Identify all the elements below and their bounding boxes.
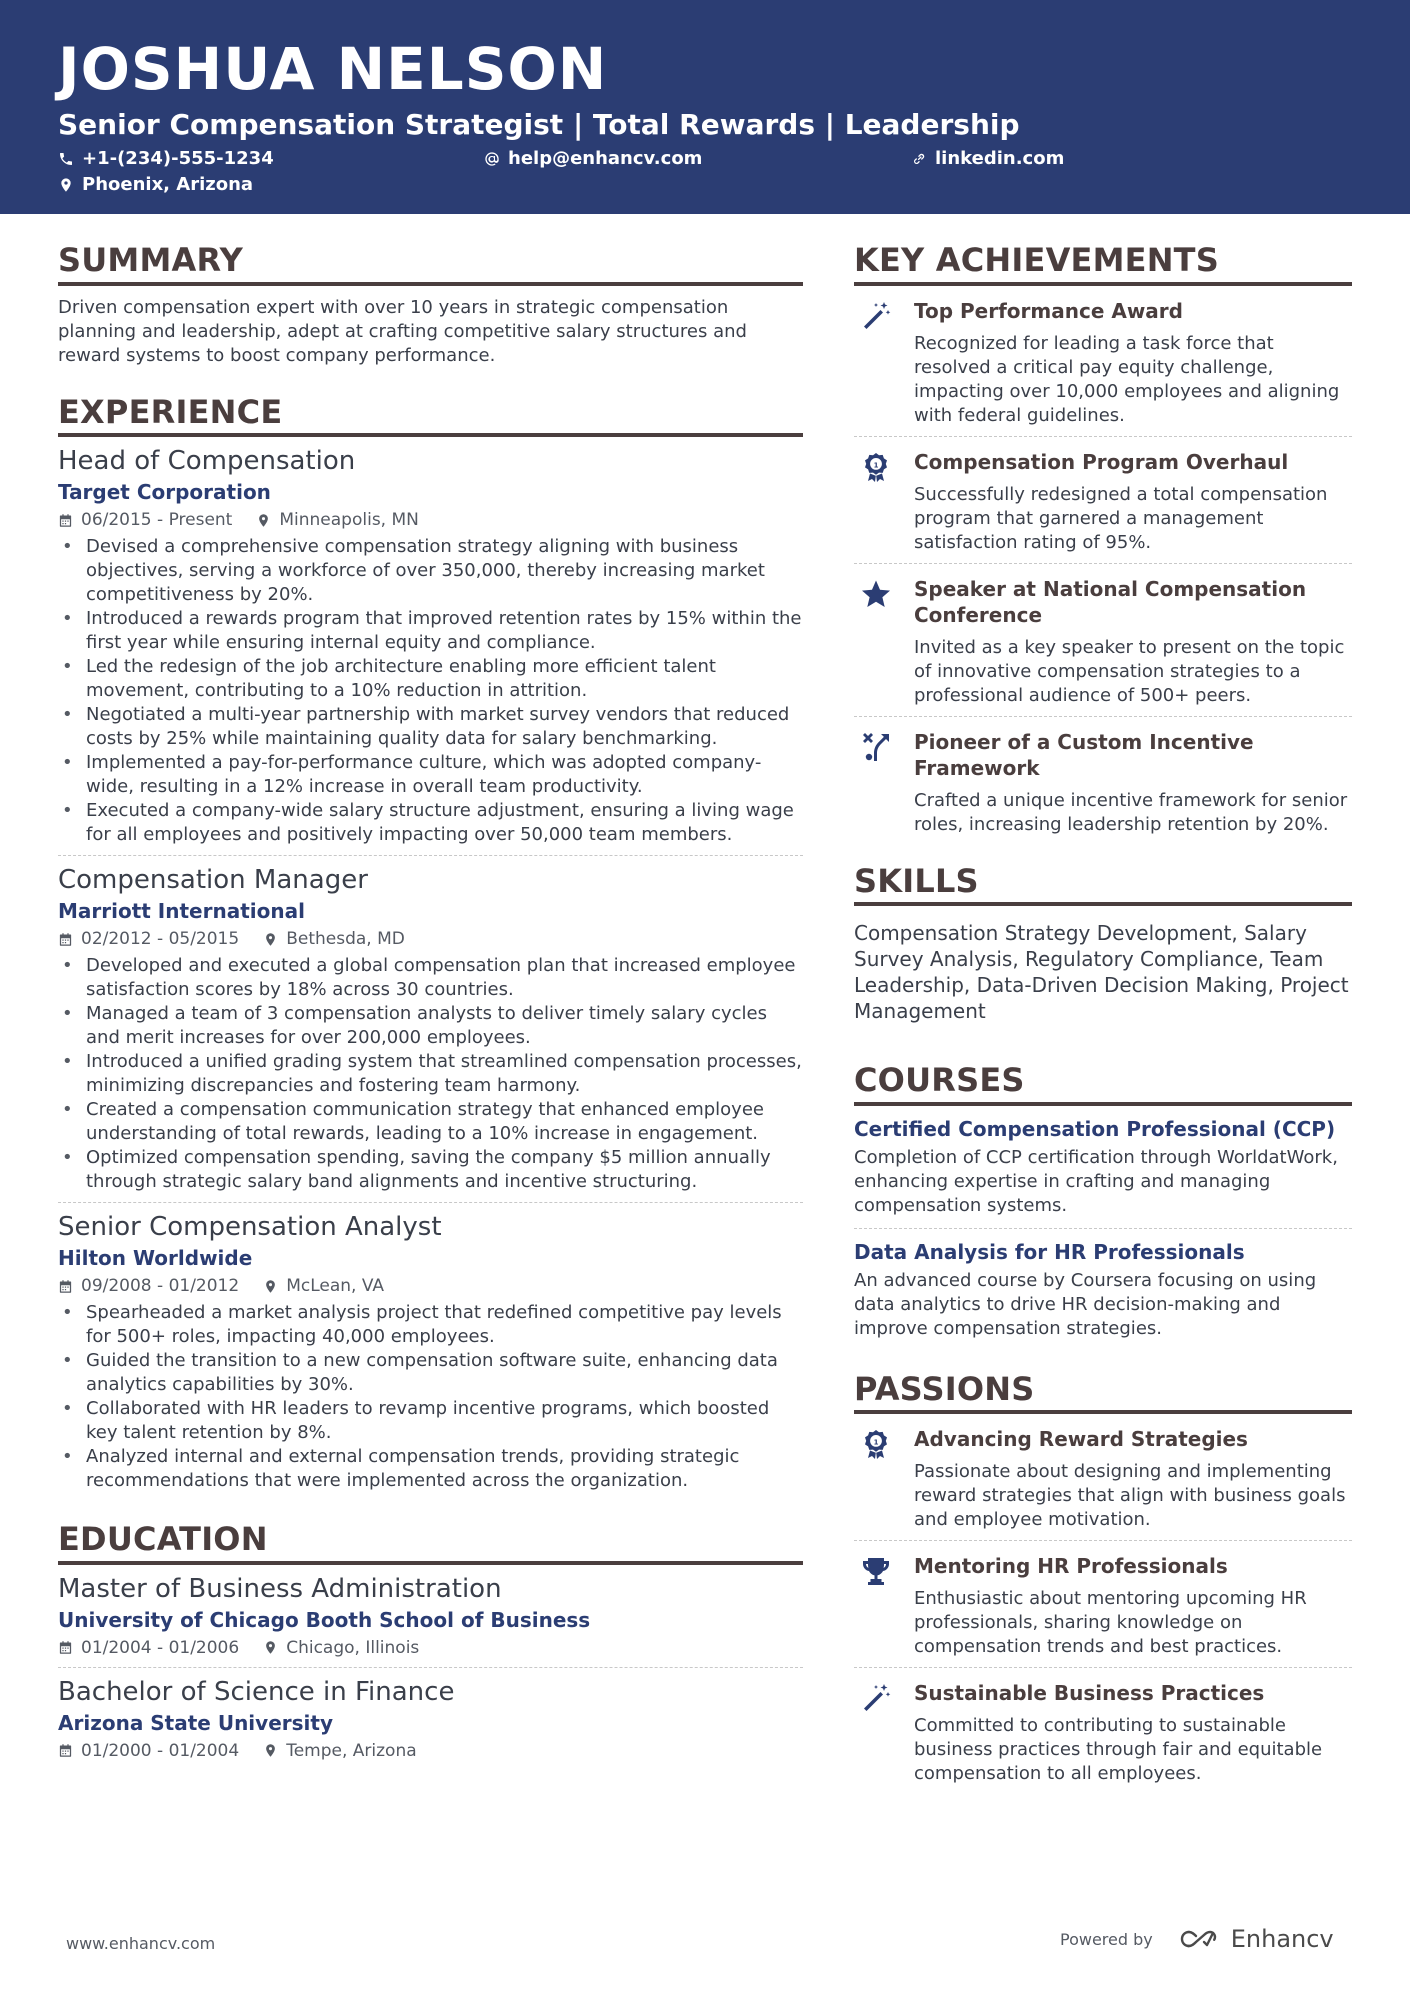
bullet-item: • Spearheaded a market analysis project that redefined competitive pay levels for 500+ roles, impacting 40,000 employees. (58, 1301, 803, 1349)
company-name: Hilton Worldwide (58, 1246, 253, 1271)
job-meta (58, 1275, 803, 1297)
school-name: Arizona State University (58, 1710, 333, 1735)
calendar-icon (58, 932, 73, 947)
school-name: University of Chicago Booth School of Business (58, 1607, 591, 1632)
bullet-item: • Analyzed internal and external compensation trends, providing strategic recommendations that were implemented across the organization. (58, 1445, 803, 1493)
award-badge-icon (860, 451, 892, 483)
email-text: help@enhancv.com (508, 148, 703, 169)
link-icon (911, 151, 927, 167)
passion-body (914, 1553, 1352, 1659)
location-pin-icon (263, 1279, 278, 1294)
bullet-item: • Developed and executed a global compensation plan that increased employee satisfaction scores by 18% across 30 countries. (58, 954, 803, 1002)
location-pin-icon (263, 1743, 278, 1758)
education-dates-text: 01/2004 - 01/2006 (81, 1637, 240, 1658)
candidate-headline: Senior Compensation Strategist | Total Rewards | Leadership (58, 108, 1020, 141)
infinity-logo-icon (1177, 1927, 1223, 1951)
phone-text: +1-(234)-555-1234 (82, 148, 274, 169)
achievement-desc: Crafted a unique incentive framework for senior roles, increasing leadership retention by 20%. (914, 789, 1348, 835)
location-pin-icon (58, 177, 74, 193)
education-location-text: Tempe, Arizona (286, 1740, 417, 1761)
job-location (256, 509, 419, 531)
brand-name: Enhancv (1230, 1925, 1334, 1953)
footer-website[interactable]: www.enhancv.com (66, 1934, 216, 1953)
job-dates (58, 928, 239, 950)
bullet-item: • Introduced a rewards program that improved retention rates by 15% within the first year while ensuring internal equity and compliance. (58, 607, 803, 655)
experience-entry (58, 437, 803, 856)
summary-text: Driven compensation expert with over 10 years in strategic compensation planning and leadership, adept at crafting competitive salary structures and reward systems to boost company performance. (58, 296, 747, 366)
degree-title: Bachelor of Science in Finance (58, 1676, 455, 1707)
course-item (854, 1106, 1352, 1229)
course-desc: An advanced course by Coursera focusing on using data analytics to drive HR decision-making and improve compensation strategies. (854, 1269, 1317, 1339)
achievement-body (914, 729, 1352, 837)
section-title-skills: SKILLS (854, 865, 1352, 907)
bullet-item: • Optimized compensation spending, saving the company $5 million annually through strategic salary band alignments and incentive structuring. (58, 1146, 803, 1194)
education-dates (58, 1740, 239, 1762)
calendar-icon (58, 1279, 73, 1294)
icon-wrap (854, 449, 898, 555)
achievement-title: Pioneer of a Custom Incentive Framework (914, 729, 1254, 780)
experience-entry (58, 1203, 803, 1501)
courses-section (854, 1061, 1352, 1351)
job-meta (58, 928, 803, 950)
contact-email[interactable] (484, 150, 702, 168)
passion-title: Sustainable Business Practices (914, 1681, 1265, 1706)
job-dates-text: 02/2012 - 05/2015 (81, 929, 240, 950)
job-title: Compensation Manager (58, 865, 368, 896)
resume-header (0, 0, 1410, 214)
experience-section (58, 392, 803, 1502)
education-meta (58, 1637, 803, 1659)
contact-linkedin[interactable] (911, 150, 1064, 168)
magic-wand-icon (860, 1682, 892, 1714)
job-location-text: McLean, VA (286, 1276, 385, 1297)
passion-title: Mentoring HR Professionals (914, 1554, 1228, 1579)
icon-wrap (854, 1680, 898, 1786)
skills-text: Compensation Strategy Development, Salary Survey Analysis, Regulatory Compliance, Team Leadership, Data-Driven Decision Making, Project Management (854, 921, 1349, 1024)
contact-location (58, 176, 253, 194)
brand-logo[interactable] (1177, 1925, 1334, 1953)
icon-wrap (854, 1426, 898, 1532)
achievement-title: Top Performance Award (914, 298, 1183, 323)
achievement-item (854, 564, 1352, 717)
section-title-courses: COURSES (854, 1064, 1352, 1106)
passion-item (854, 1668, 1352, 1794)
education-location (263, 1637, 419, 1659)
company-name: Target Corporation (58, 480, 271, 505)
passion-desc: Passionate about designing and implementing reward strategies that align with business goals and employee motivation. (914, 1461, 1346, 1531)
achievement-item (854, 286, 1352, 437)
company-name: Marriott International (58, 899, 305, 924)
job-location (263, 928, 405, 950)
section-title-summary: SUMMARY (58, 244, 803, 286)
icon-wrap (854, 298, 898, 428)
star-icon (860, 578, 892, 610)
passion-title: Advancing Reward Strategies (914, 1427, 1248, 1452)
bullet-item: • Introduced a unified grading system that streamlined compensation processes, minimizing discrepancies and fostering team harmony. (58, 1050, 803, 1098)
phone-icon (58, 151, 74, 167)
job-location (263, 1275, 384, 1297)
achievements-section (854, 241, 1352, 845)
bullet-item: • Guided the transition to a new compensation software suite, enhancing data analytics capabilities by 30%. (58, 1349, 803, 1397)
svg-text:1: 1 (873, 461, 879, 470)
right-column (854, 241, 1352, 1822)
job-title: Senior Compensation Analyst (58, 1212, 442, 1243)
passion-item (854, 1414, 1352, 1541)
svg-text:1: 1 (873, 1438, 879, 1447)
bullet-item: • Managed a team of 3 compensation analysts to deliver timely salary cycles and merit increases for over 200,000 employees. (58, 1002, 803, 1050)
course-item (854, 1229, 1352, 1351)
experience-entry (58, 856, 803, 1203)
passions-section (854, 1369, 1352, 1795)
achievement-item (854, 717, 1352, 845)
achievement-desc: Invited as a key speaker to present on the topic of innovative compensation strategies to a professional audience of 500+ peers. (914, 636, 1345, 706)
passion-body (914, 1680, 1352, 1786)
candidate-name: JOSHUA NELSON (58, 35, 608, 103)
bullet-item: • Devised a comprehensive compensation strategy aligning with business objectives, serving a workforce of over 350,000, thereby increasing market competitiveness by 20%. (58, 535, 803, 607)
education-location (263, 1740, 416, 1762)
achievement-body (914, 449, 1352, 555)
section-title-passions: PASSIONS (854, 1373, 1352, 1415)
achievement-body (914, 576, 1352, 708)
summary-section (58, 241, 803, 368)
achievement-title: Speaker at National Compensation Conference (914, 576, 1307, 627)
section-title-achievements: KEY ACHIEVEMENTS (854, 244, 1352, 286)
job-bullets (58, 954, 803, 1194)
job-dates-text: 06/2015 - Present (81, 510, 233, 531)
bullet-item: • Created a compensation communication strategy that enhanced employee understanding of total rewards, leading to a 10% increase in engagement. (58, 1098, 803, 1146)
education-meta (58, 1740, 803, 1762)
skills-section (854, 861, 1352, 1025)
footer-brand (1060, 1925, 1334, 1953)
left-column (58, 241, 803, 1798)
passion-desc: Enthusiastic about mentoring upcoming HR professionals, sharing knowledge on compensation trends and best practices. (914, 1588, 1307, 1658)
education-location-text: Chicago, Illinois (286, 1637, 420, 1658)
achievement-desc: Recognized for leading a task force that resolved a critical pay equity challenge, impacting over 10,000 employees and aligning with federal guidelines. (914, 332, 1340, 426)
bullet-item: • Executed a company-wide salary structure adjustment, ensuring a living wage for all employees and positively impacting over 50,000 team members. (58, 799, 803, 847)
achievement-item (854, 437, 1352, 564)
trophy-icon (860, 1555, 892, 1587)
achievement-desc: Successfully redesigned a total compensation program that garnered a management satisfaction rating of 95%. (914, 483, 1328, 553)
achievement-title: Compensation Program Overhaul (914, 449, 1289, 474)
bullet-item: • Collaborated with HR leaders to revamp incentive programs, which boosted key talent retention by 8%. (58, 1397, 803, 1445)
job-location-text: Minneapolis, MN (279, 510, 419, 531)
passion-desc: Committed to contributing to sustainable business practices through fair and equitable compensation to all employees. (914, 1715, 1323, 1785)
icon-wrap (854, 576, 898, 708)
course-desc: Completion of CCP certification through WorldatWork, enhancing expertise in crafting and managing compensation systems. (854, 1146, 1338, 1216)
education-entry (58, 1565, 803, 1668)
job-dates-text: 09/2008 - 01/2012 (81, 1276, 240, 1297)
job-bullets (58, 535, 803, 847)
education-section (58, 1520, 803, 1770)
icon-wrap (854, 1553, 898, 1659)
contact-phone[interactable] (58, 150, 274, 168)
degree-title: Master of Business Administration (58, 1573, 502, 1604)
calendar-icon (58, 1743, 73, 1758)
location-pin-icon (263, 1640, 278, 1655)
achievement-body (914, 298, 1352, 428)
education-dates-text: 01/2000 - 01/2004 (81, 1740, 240, 1761)
award-badge-icon (860, 1428, 892, 1460)
linkedin-text: linkedin.com (935, 148, 1065, 169)
education-dates (58, 1637, 239, 1659)
powered-by-label: Powered by (1060, 1929, 1153, 1949)
bullet-item: • Implemented a pay-for-performance culture, which was adopted company-wide, resulting in a 12% increase in overall team productivity. (58, 751, 803, 799)
course-title: Data Analysis for HR Professionals (854, 1239, 1245, 1264)
bullet-item: • Negotiated a multi-year partnership with market survey vendors that reduced costs by 25% while maintaining quality data for salary benchmarking. (58, 703, 803, 751)
magic-wand-icon (860, 300, 892, 332)
job-bullets (58, 1301, 803, 1493)
icon-wrap (854, 729, 898, 837)
job-title: Head of Compensation (58, 446, 356, 477)
section-title-experience: EXPERIENCE (58, 396, 803, 438)
job-meta (58, 509, 803, 531)
strategy-arrow-icon (860, 731, 892, 763)
location-pin-icon (256, 513, 271, 528)
course-title: Certified Compensation Professional (CCP) (854, 1116, 1336, 1141)
education-entry (58, 1668, 803, 1770)
at-icon (484, 151, 500, 167)
bullet-item: • Led the redesign of the job architecture enabling more efficient talent movement, contributing to a 10% reduction in attrition. (58, 655, 803, 703)
section-title-education: EDUCATION (58, 1523, 803, 1565)
calendar-icon (58, 513, 73, 528)
passion-item (854, 1541, 1352, 1668)
job-dates (58, 509, 232, 531)
job-dates (58, 1275, 239, 1297)
job-location-text: Bethesda, MD (286, 929, 405, 950)
location-text: Phoenix, Arizona (82, 174, 254, 195)
location-pin-icon (263, 932, 278, 947)
passion-body (914, 1426, 1352, 1532)
calendar-icon (58, 1640, 73, 1655)
